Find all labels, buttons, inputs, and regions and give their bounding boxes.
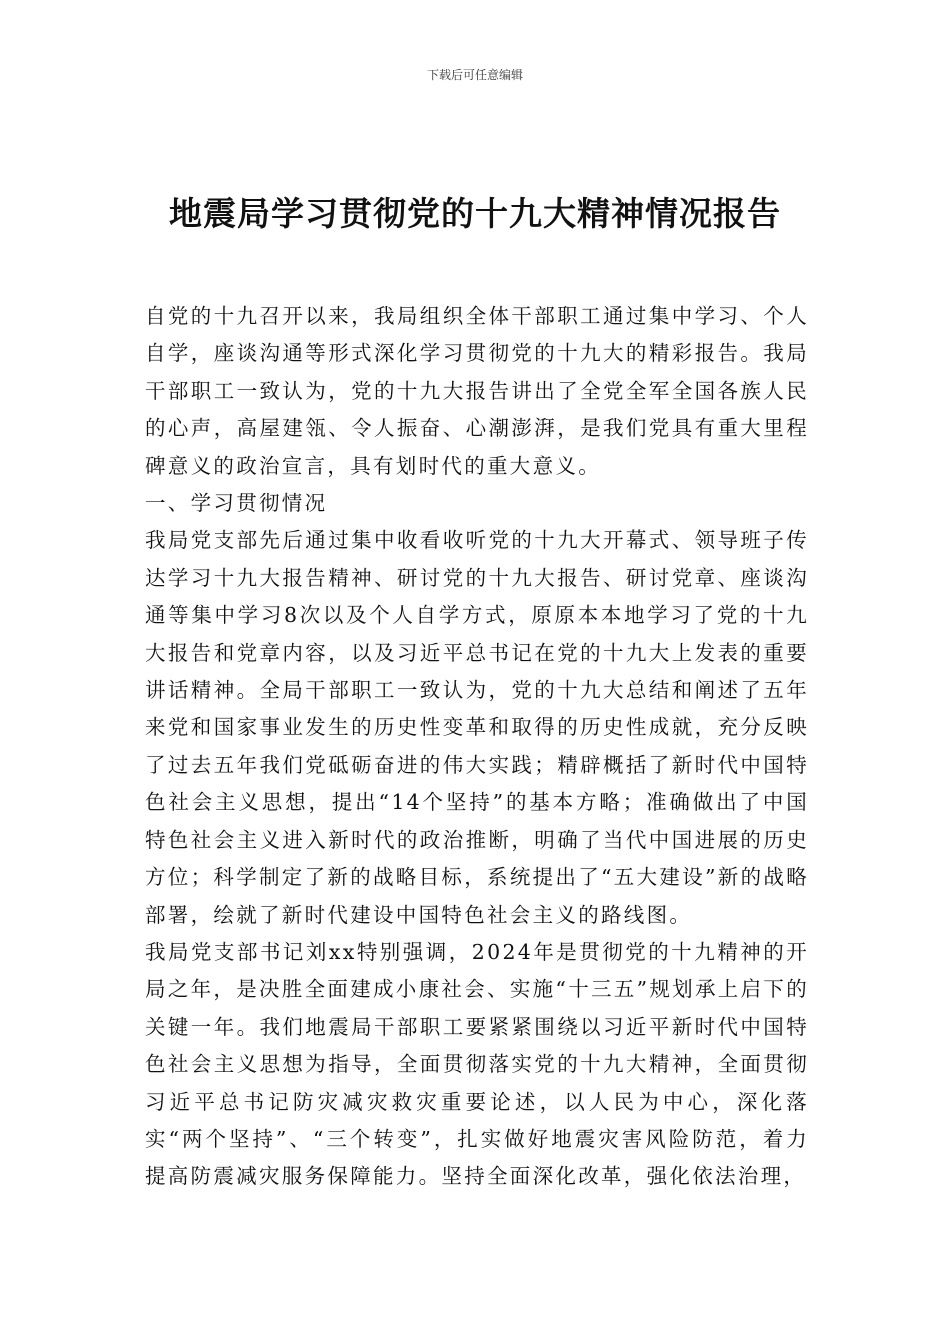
study-paragraph: 我局党支部先后通过集中收看收听党的十九大开幕式、领导班子传达学习十九大报告精神、研讨党的十九大报告、研讨党章、座谈沟通等集中学习8次以及个人自学方式，原原本本地学习了党的十九大报告和党章内容，以及习近平总书记在党的十九大上发表的重要讲话精神。全局干部职工一致认为，党的十九大总结和阐述了五年来党和国家事业发生的历史性变革和取得的历史性成就，充分反映了过去五年我们党砥砺奋进的伟大实践；精辟概括了新时代中国特色社会主义思想，提出“14个坚持”的基本方略；准确做出了中国特色社会主义进入新时代的政治推断，明确了当代中国进展的历史方位；科学制定了新的战略目标，系统提出了“五大建设”新的战略部署，绘就了新时代建设中国特色社会主义的路线图。: [145, 528, 809, 927]
document-title: 地震局学习贯彻党的十九大精神情况报告: [169, 194, 781, 233]
page-header-note: 下载后可任意编辑: [426, 68, 523, 82]
intro-paragraph: 自党的十九召开以来，我局组织全体干部职工通过集中学习、个人自学，座谈沟通等形式深化学习贯彻党的十九大的精彩报告。我局干部职工一致认为，党的十九大报告讲出了全党全军全国各族人民的心声，高屋建瓴、令人振奋、心潮澎湃，是我们党具有重大里程碑意义的政治宣言，具有划时代的重大意义。: [145, 304, 809, 478]
emphasis-paragraph: 我局党支部书记刘xx特别强调，2024年是贯彻党的十九精神的开局之年，是决胜全面建成小康社会、实施“十三五”规划承上启下的关键一年。我们地震局干部职工要紧紧围绕以习近平新时代中国特色社会主义思想为指导，全面贯彻落实党的十九大精神，全面贯彻习近平总书记防灾减灾救灾重要论述，以人民为中心，深化落实“两个坚持”、“三个转变”，扎实做好地震灾害风险防范，着力提高防震减灾服务保障能力。坚持全面深化改革，强化依法治理，: [145, 939, 809, 1189]
section-heading: 一、学习贯彻情况: [145, 491, 328, 516]
document-body: [145, 298, 809, 1196]
